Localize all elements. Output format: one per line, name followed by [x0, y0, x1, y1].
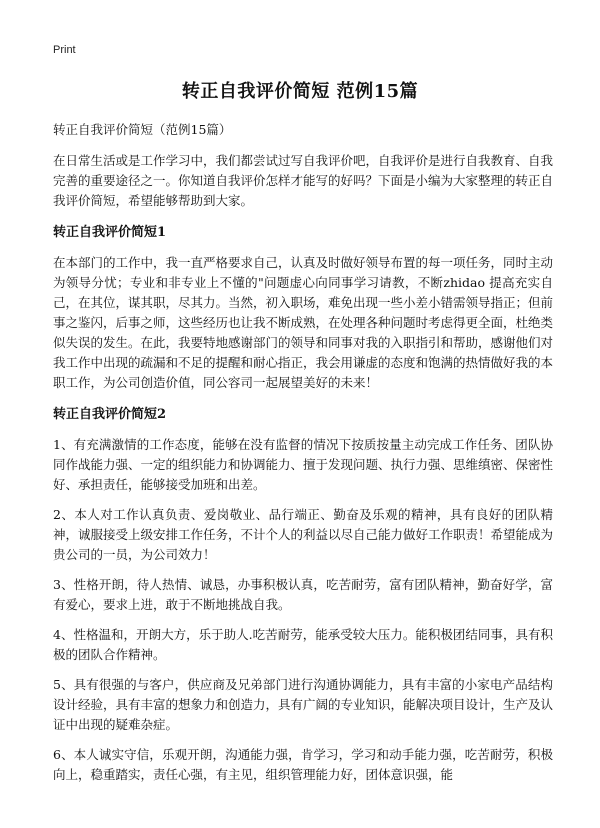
list-item: 4、性格温和，开朗大方，乐于助人.吃苦耐劳，能承受较大压力。能积极团结同事，具有积极的团队合作精神。 — [53, 627, 553, 662]
list-item: 5、具有很强的与客户，供应商及兄弟部门进行沟通协调能力，具有丰富的小家电产品结构设计经验，具有丰富的想象力和创造力，具有广阔的专业知识，能解决项目设计，生产及认证中出现的疑难杂症。 — [53, 677, 554, 732]
section-body-1: 在本部门的工作中，我一直严格要求自己，认真及时做好领导布置的每一项任务，同时主动为领导分忧；专业和非专业上不懂的"问题虚心向同事学习请教，不断zhidao 提高充实自己，在其位，谋其职，尽其力。当然，初入职场，难免出现一些小差小错需领导指正；但前事之鉴闪，后事之师，这些经历也让我不断成熟，在处理各种问题时考虑得更全面，杜绝类似失误的发生。在此，我要特地感谢部门的领导和同事对我的入职指引和帮助，感谢他们对我工作中出现的疏漏和不足的提醒和耐心指正，我会用谦虚的态度和饱满的热情做好我的本职工作，为公司创造价值，同公容司一起展望美好的未来！ — [53, 255, 554, 390]
print-label: Print — [53, 44, 76, 56]
list-item: 2、本人对工作认真负责、爱岗敬业、品行端正、勤奋及乐观的精神，具有良好的团队精神，诚服接受上级安排工作任务，不计个人的利益以尽自己能力做好工作职责！希望能成为贵公司的一员，为公司效力！ — [53, 507, 554, 562]
intro-paragraph: 在日常生活或是工作学习中，我们都尝试过写自我评价吧，自我评价是进行自我教育、自我完善的重要途径之一。你知道自我评价怎样才能写的好吗？下面是小编为大家整理的转正自我评价简短，希望能够帮助到大家。 — [53, 153, 554, 208]
document-subtitle: 转正自我评价简短（范例15篇） — [53, 122, 232, 137]
page-title: 转正自我评价简短 范例15篇 — [181, 81, 419, 102]
list-item: 6、本人诚实守信，乐观开朗，沟通能力强，肯学习，学习和动手能力强，吃苦耐劳，积极向上，稳重踏实，责任心强，有主见，组织管理能力好，团体意识强，能 — [53, 747, 553, 782]
document-content — [53, 120, 553, 795]
section-heading-2: 转正自我评价简短2 — [53, 407, 167, 422]
section-heading-1: 转正自我评价简短1 — [53, 225, 167, 240]
list-item: 1、有充满激情的工作态度，能够在没有监督的情况下按质按量主动完成工作任务、团队协同作战能力强、一定的组织能力和协调能力、擅于发现问题、执行力强、思维缜密、保密性好、承担责任，能够接受加班和出差。 — [53, 437, 554, 492]
list-item: 3、性格开朗，待人热情、诚恳，办事积极认真，吃苦耐劳，富有团队精神，勤奋好学，富有爱心，要求上进，敢于不断地挑战自我。 — [53, 577, 553, 612]
